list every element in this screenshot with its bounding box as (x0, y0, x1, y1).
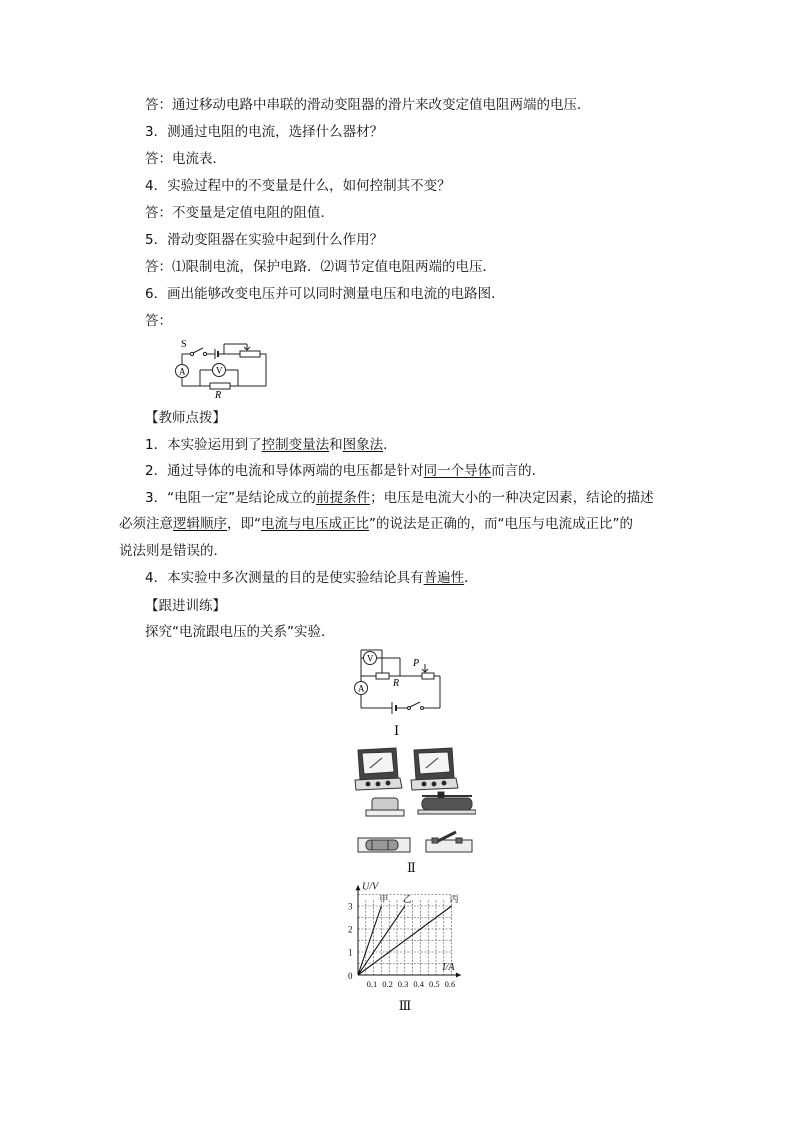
x-tick-label: 0.4 (413, 979, 425, 989)
answer-2: 答：通过移动电路中串联的滑动变阻器的滑片来改变定值电阻两端的电压． (145, 97, 591, 113)
y-tick-label: 3 (348, 901, 353, 912)
figure-3-ui-graph (340, 878, 465, 1014)
answer-5: 答：⑴限制电流，保护电路．⑵调节定值电阻两端的电压． (145, 259, 496, 275)
switch-device-icon (426, 832, 472, 852)
figure-1-circuit (352, 646, 446, 738)
resistor-label: R (393, 678, 400, 689)
figure-3-caption: Ⅲ (398, 998, 412, 1013)
teacher-point-1: 1．本实验运用到了控制变量法和图象法． (145, 437, 397, 453)
x-axis-label: I/A (442, 962, 455, 973)
voltmeter-label: V (216, 365, 223, 376)
question-5: 5．滑动变阻器在实验中起到什么作用？ (145, 232, 384, 248)
answer-4: 答：不变量是定值电阻的阻值． (145, 205, 334, 221)
resistor-icon (210, 383, 230, 389)
x-tick-label: 0.6 (444, 979, 456, 989)
teacher-heading: 【教师点拨】 (145, 410, 226, 426)
x-tick-label: 0.5 (429, 979, 440, 989)
training-intro: 探究“电流跟电压的关系”实验． (145, 624, 335, 640)
switch-icon (193, 348, 203, 353)
circuit-diagram-answer (168, 336, 272, 398)
figure-2-apparatus (352, 744, 476, 876)
y-axis-label: U/V (362, 881, 379, 893)
question-6: 6．画出能够改变电压并可以同时测量电压和电流的电路图． (145, 286, 505, 302)
series-label: 甲 (379, 894, 389, 904)
question-4: 4．实验过程中的不变量是什么，如何控制其不变？ (145, 178, 451, 194)
x-axis-arrow (456, 973, 461, 978)
x-tick-label: 0.3 (397, 979, 409, 989)
ammeter-device-icon (355, 748, 402, 790)
rheostat-icon (240, 351, 260, 357)
switch-icon (410, 702, 420, 707)
switch-label: S (181, 339, 187, 350)
series-label: 丙 (449, 894, 459, 904)
figure-1-caption: Ⅰ (394, 723, 400, 738)
battery-device-icon (358, 838, 410, 852)
x-tick-label: 0.2 (382, 979, 393, 989)
x-tick-label: 0.1 (366, 979, 378, 989)
rheostat-device-icon (418, 792, 476, 814)
figure-2-caption: Ⅱ (407, 860, 416, 875)
resistor-label: R (215, 390, 222, 398)
answer-6: 答： (145, 313, 172, 329)
ammeter-label: A (358, 683, 365, 694)
question-3: 3．测通过电阻的电流，选择什么器材？ (145, 124, 384, 140)
y-tick-label: 1 (348, 947, 353, 958)
teacher-point-2: 2．通过导体的电流和导体两端的电压都是针对同一个导体而言的． (145, 463, 546, 479)
teacher-point-4: 4．本实验中多次测量的目的是使实验结论具有普遍性． (145, 570, 478, 586)
y-tick-label: 2 (348, 924, 353, 935)
resistor-device-icon (366, 798, 404, 816)
voltmeter-label: V (367, 653, 374, 664)
teacher-point-3-line2: 必须注意逻辑顺序，即“电流与电压成正比”的说法是正确的，而“电压与电流成正比”的 (119, 516, 633, 532)
series-label: 乙 (402, 894, 412, 904)
ammeter-label: A (179, 366, 186, 377)
rheostat-icon (422, 673, 434, 679)
teacher-point-3-line1: 3．“电阻一定”是结论成立的前提条件；电压是电流大小的一种决定因素，结论的描述 (145, 490, 654, 506)
training-heading: 【跟进训练】 (145, 598, 226, 614)
slider-label: P (413, 658, 420, 669)
y-axis-arrow (356, 885, 361, 890)
origin-label: 0 (348, 971, 353, 981)
resistor-icon (376, 673, 389, 679)
voltmeter-device-icon (411, 748, 458, 790)
answer-3: 答：电流表． (145, 151, 226, 167)
teacher-point-3-line3: 说法则是错误的． (119, 543, 227, 559)
